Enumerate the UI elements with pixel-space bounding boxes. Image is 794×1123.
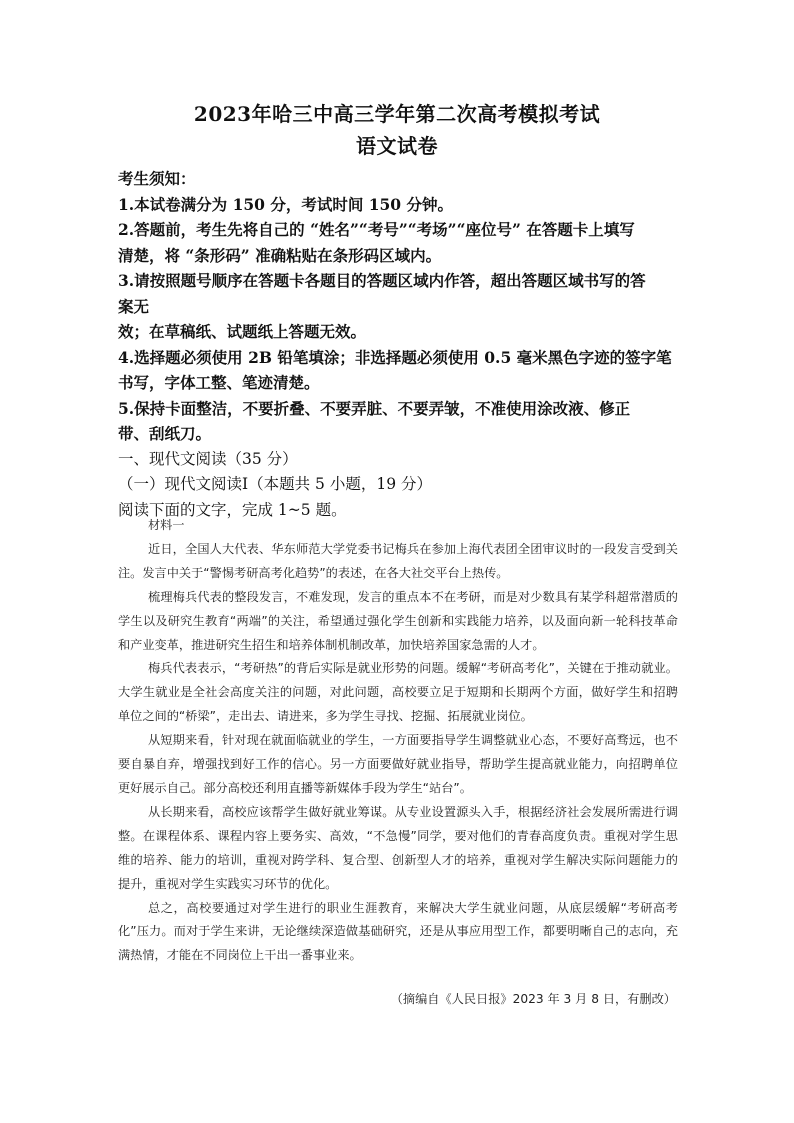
- notice-item-4-line-1: 4.选择题必须使用 2B 铅笔填涂；非选择题必须使用 0.5 毫米黑色字迹的签字笔: [118, 347, 672, 367]
- notice-item-3-line-1: 3.请按照题号顺序在答题卡各题目的答题区域内作答，超出答题区域书写的答: [118, 271, 646, 290]
- exam-title: 2023年哈三中高三学年第二次高考模拟考试: [193, 102, 601, 126]
- subsection-heading: （一）现代文阅读Ⅰ（本题共 5 小题，19 分）: [118, 475, 432, 493]
- notice-item-2-line-1: 2.答题前，考生先将自己的 “姓名”“考号”“考场”“座位号” 在答题卡上填写: [118, 220, 635, 239]
- reading-instruction: 阅读下面的文字，完成 1~5 题。: [118, 500, 347, 519]
- passage-paragraph-2: 梳理梅兵代表的整段发言，不难发现，发言的重点本不在考研，而是对少数具有某学科超常潜质的学生以及研究生教育“两端”的关注，希望通过强化学生创新和实践能力培养，以及面向新一轮科技革命和产业变革，推进研究生招生和培养体制机制改革，加快培养国家急需的人才。: [118, 589, 678, 652]
- notice-heading: 考生须知：: [118, 169, 196, 188]
- passage-paragraph-4: 从短期来看，针对现在就面临就业的学生，一方面要指导学生调整就业心态，不要好高骛远，也不要自暴自弃，增强找到好工作的信心。另一方面要做好就业指导，帮助学生提高就业能力，向招聘单位更好展示自己。部分高校还利用直播等新媒体手段为学生“站台”。: [118, 733, 678, 795]
- notice-item-1: 1.本试卷满分为 150 分，考试时间 150 分钟。: [118, 194, 453, 214]
- notice-item-2-line-2: 清楚，将 “条形码” 准确粘贴在条形码区域内。: [118, 245, 442, 265]
- passage-paragraph-6: 总之，高校要通过对学生进行的职业生涯教育，来解决大学生就业问题，从底层缓解“考研高考化”压力。而对于学生来讲，无论继续深造做基础研究，还是从事应用型工作，都要明晰自己的志向，充满热情，才能在不同岗位上干出一番事业来。: [118, 900, 678, 963]
- notice-item-3-line-2: 案无: [118, 296, 150, 316]
- passage-source: （摘编自《人民日报》2023 年 3 月 8 日，有删改）: [390, 992, 676, 1006]
- notice-item-5-line-1: 5.保持卡面整洁，不要折叠、不要弄脏、不要弄皱，不准使用涂改液、修正: [118, 398, 631, 418]
- section-heading: 一、现代文阅读（35 分）: [118, 449, 298, 468]
- notice-item-5-line-2: 带、刮纸刀。: [118, 424, 212, 443]
- reading-passage: [118, 514, 678, 968]
- passage-paragraph-3: 梅兵代表表示，“考研热”的背后实际是就业形势的问题。缓解“考研高考化”，关键在于推动就业。大学生就业是全社会高度关注的问题，对此问题，高校要立足于短期和长期两个方面，做好学生和招聘单位之间的“桥梁”，走出去、请进来，多为学生寻找、挖掘、拓展就业岗位。: [118, 661, 678, 724]
- material-label: 材料一: [148, 518, 185, 532]
- passage-paragraph-1: 近日，全国人大代表、华东师范大学党委书记梅兵在参加上海代表团全团审议时的一段发言受到关注。发言中关于“警惕考研高考化趋势”的表述，在各大社交平台上热传。: [118, 541, 678, 580]
- passage-paragraph-5: 从长期来看，高校应该帮学生做好就业筹谋。从专业设置源头入手，根据经济社会发展所需进行调整。在课程体系、课程内容上要务实、高效，“不急慢”同学，要对他们的青春高度负责。重视对学生思维的培养、能力的培训，重视对跨学科、复合型、创新型人才的培养，重视对学生解决实际问题能力的提升，重视对学生实践实习环节的优化。: [118, 804, 678, 891]
- exam-subtitle: 语文试卷: [356, 134, 438, 158]
- notice-item-3-line-3: 效；在草稿纸、试题纸上答题无效。: [118, 322, 367, 341]
- notice-item-4-line-2: 书写，字体工整、笔迹清楚。: [118, 373, 320, 392]
- candidate-notice: [118, 166, 688, 523]
